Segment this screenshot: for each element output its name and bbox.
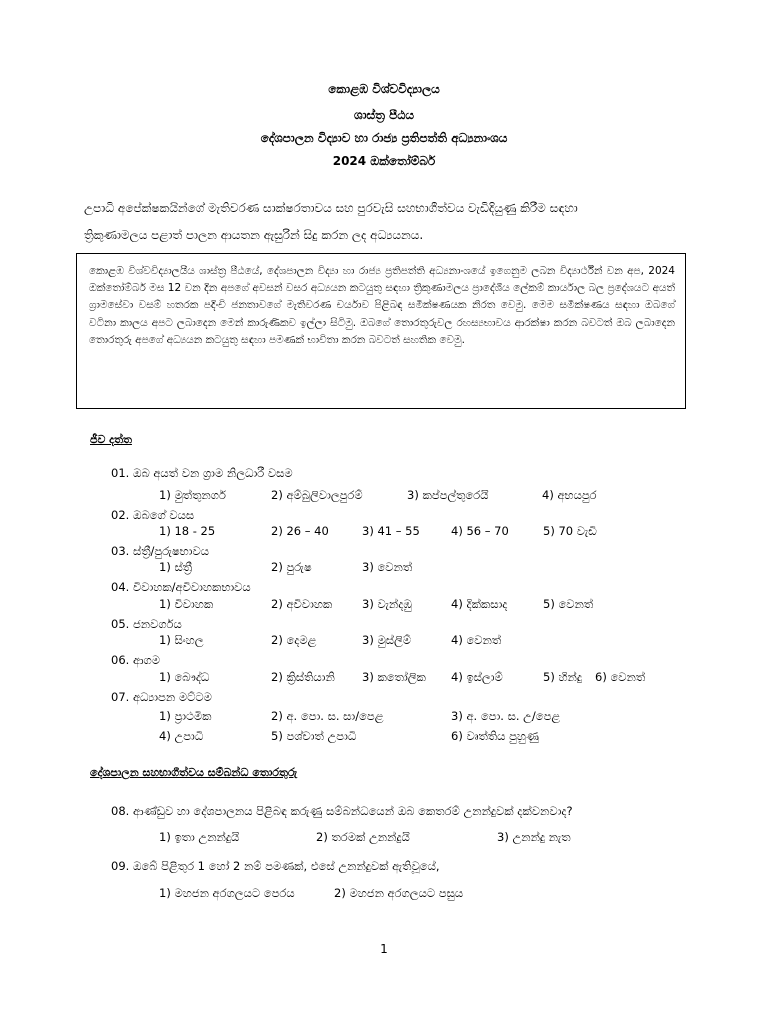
- option-06-4[interactable]: 4) ඉස්ලාම්: [451, 670, 503, 684]
- option-07-6[interactable]: 6) වෘත්තිය පුහුණු: [451, 729, 539, 743]
- option-07-3[interactable]: 3) අ. පො. ස. උ/පෙළ: [451, 709, 561, 723]
- option-04-2[interactable]: 2) අවිවාහක: [271, 597, 333, 611]
- option-03-3[interactable]: 3) වෙනත්: [362, 560, 413, 574]
- option-07-4[interactable]: 4) උපාධි: [159, 729, 204, 743]
- date-line: 2024 ඔක්තෝම්බර්: [332, 154, 436, 168]
- option-02-5[interactable]: 5) 70 වැඩි: [543, 524, 597, 538]
- section-heading-biodata: ජීව දත්ත: [90, 433, 132, 446]
- option-05-2[interactable]: 2) දෙමළ: [271, 633, 317, 647]
- question-02: 02. ඔබගේ වයස: [111, 508, 195, 522]
- option-03-2[interactable]: 2) පුරුෂ: [271, 560, 312, 574]
- option-04-5[interactable]: 5) වෙනත්: [543, 597, 594, 611]
- option-06-6[interactable]: 6) වෙනත්: [595, 670, 646, 684]
- option-06-5[interactable]: 5) හින්දු: [543, 670, 582, 684]
- option-05-3[interactable]: 3) මුස්ලිම්: [362, 633, 412, 647]
- option-02-4[interactable]: 4) 56 – 70: [451, 524, 509, 538]
- option-09-2[interactable]: 2) මහජන අරගලයට පසුය: [334, 886, 464, 900]
- university-name: කොළඹ විශ්වවිද්‍යාලය: [328, 82, 440, 96]
- option-07-1[interactable]: 1) ප්‍රාථමික: [159, 709, 212, 723]
- question-01: 01. ඔබ අයත් වන ග්‍රාම නිලධාරී වසම: [111, 466, 293, 480]
- options-07-row1: [159, 709, 719, 729]
- options-01: [159, 488, 719, 508]
- option-05-1[interactable]: 1) සිංහල: [159, 633, 204, 647]
- options-05: [159, 633, 719, 653]
- option-01-2[interactable]: 2) අම්බුලිවාලපුරම්: [271, 488, 363, 502]
- study-title-line-2: ත්‍රිකුණාමලය පළාත් පාලන ආයතන ඇසුරින් සිදු කරන ලද අධ්‍යයනය.: [84, 228, 424, 242]
- question-05: 05. ජනවර්ගය: [111, 617, 182, 631]
- option-07-2[interactable]: 2) අ. පො. ස. සා/පෙළ: [271, 709, 384, 723]
- question-07: 07. අධ්‍යාපන මට්ටම: [111, 690, 212, 704]
- option-02-1[interactable]: 1) 18 - 25: [159, 524, 216, 538]
- options-06: [159, 670, 719, 690]
- department-name: දේශපාලන විද්‍යාව හා රාජ්‍ය ප්‍රතිපත්ති අධ්‍යනාංශය: [260, 131, 508, 145]
- notice-text: කොළඹ විශ්වවිද්‍යාලයීය ශාස්ත්‍ර පීඨයේ, දේශපාලන විද්‍යා හා රාජ්‍ය ප්‍රතිපත්ති අධ්‍යනාංශයේ ඉගෙනුම ලබන විද්‍යාර්ථීන් වන අප, 2024 ඔක්තෝම්බර් මස 12 වන දින අපගේ අවසන් වසර අධ්‍යයන කටයුතු සඳහා ත්‍රිකුණාමලය ප්‍රාදේශීය ලේකම් කාර්යාල බල ප්‍රදේශයට අයත් ග්‍රාමසේවා වසම් හතරක පදිංචි ජනතාවගේ මැතිවරණ චර්යාව පිළිබඳ සමීක්ෂණයක නිරත වෙමු. මෙම සමීක්ෂණය සඳහා ඔබගේ වටිනා කාලය අපට ලබාදෙන මෙන් කාරුණිකව ඉල්ලා සිටිමු. ඔබගේ තොරතුරුවල රහස්‍යභාවය ආරක්ෂා කරන බවටත් ඔබ ලබාදෙන තොරතුරු අපගේ අධ්‍යයන කටයුතු සඳහා පමණක් භාවිතා කරන බවටත් සහතික වෙමු.: [89, 265, 675, 346]
- options-09: [159, 886, 719, 906]
- option-08-2[interactable]: 2) තරමක් උනන්දුයි: [316, 830, 410, 844]
- option-01-3[interactable]: 3) කප්පල්තුරෙයි: [407, 488, 489, 502]
- section-heading-political-participation: දේශපාලන සහභාගීත්වය සම්බන්ධ තොරතුරු: [90, 766, 298, 779]
- question-03: 03. ස්ත්‍රී/පුරුෂභාවය: [111, 544, 209, 558]
- options-02: [159, 524, 719, 544]
- option-08-3[interactable]: 3) උනන්දු නැත: [497, 830, 571, 844]
- faculty-name: ශාස්ත්‍ර පීඨය: [354, 108, 414, 122]
- option-05-4[interactable]: 4) වෙනත්: [451, 633, 502, 647]
- option-07-5[interactable]: 5) පශ්චාත් උපාධි: [271, 729, 357, 743]
- page-number: 1: [380, 942, 388, 956]
- options-03: [159, 560, 719, 580]
- option-06-3[interactable]: 3) කතෝලික: [362, 670, 426, 684]
- question-04: 04. විවාහක/අවිවාහකභාවය: [111, 580, 251, 594]
- question-09: 09. ඔබේ පිළිතුර 1 හෝ 2 නම් පමණක්, එසේ උනන්දුවක් ඇතිවූයේ,: [111, 859, 440, 873]
- option-09-1[interactable]: 1) මහජන අරගලයට පෙරය: [159, 886, 295, 900]
- option-06-1[interactable]: 1) බෞද්ධ: [159, 670, 210, 684]
- question-06: 06. ආගම: [111, 653, 161, 667]
- option-04-4[interactable]: 4) දික්කසාද: [451, 597, 508, 611]
- option-02-3[interactable]: 3) 41 – 55: [362, 524, 420, 538]
- option-08-1[interactable]: 1) ඉතා උනන්දුයි: [159, 830, 240, 844]
- option-01-4[interactable]: 4) අභයපුර: [542, 488, 597, 502]
- options-08: [159, 830, 719, 850]
- option-01-1[interactable]: 1) මුත්තුනගර්: [159, 488, 226, 502]
- options-07-row2: [159, 729, 719, 749]
- option-02-2[interactable]: 2) 26 – 40: [271, 524, 329, 538]
- question-08: 08. ආණ්ඩුව හා දේශපාලනය පිළිබඳ කරුණු සම්බන්ධයෙන් ඔබ කෙතරම් උනන්දුවක් දක්වනවාද?: [111, 804, 573, 818]
- study-title-line-1: උපාධි අපේක්ෂකයින්ගේ මැතිවරණ සාක්ෂරතාවය සහ පුරවැසි සහභාගීත්වය වැඩිදියුණු කිරීම සඳහා: [84, 201, 578, 215]
- option-04-1[interactable]: 1) විවාහක: [159, 597, 214, 611]
- options-04: [159, 597, 719, 617]
- option-06-2[interactable]: 2) ක්‍රිස්තියානි: [271, 670, 335, 684]
- option-04-3[interactable]: 3) වැන්දඹු: [362, 597, 412, 611]
- notice-box: [76, 253, 686, 409]
- option-03-1[interactable]: 1) ස්ත්‍රී: [159, 560, 193, 574]
